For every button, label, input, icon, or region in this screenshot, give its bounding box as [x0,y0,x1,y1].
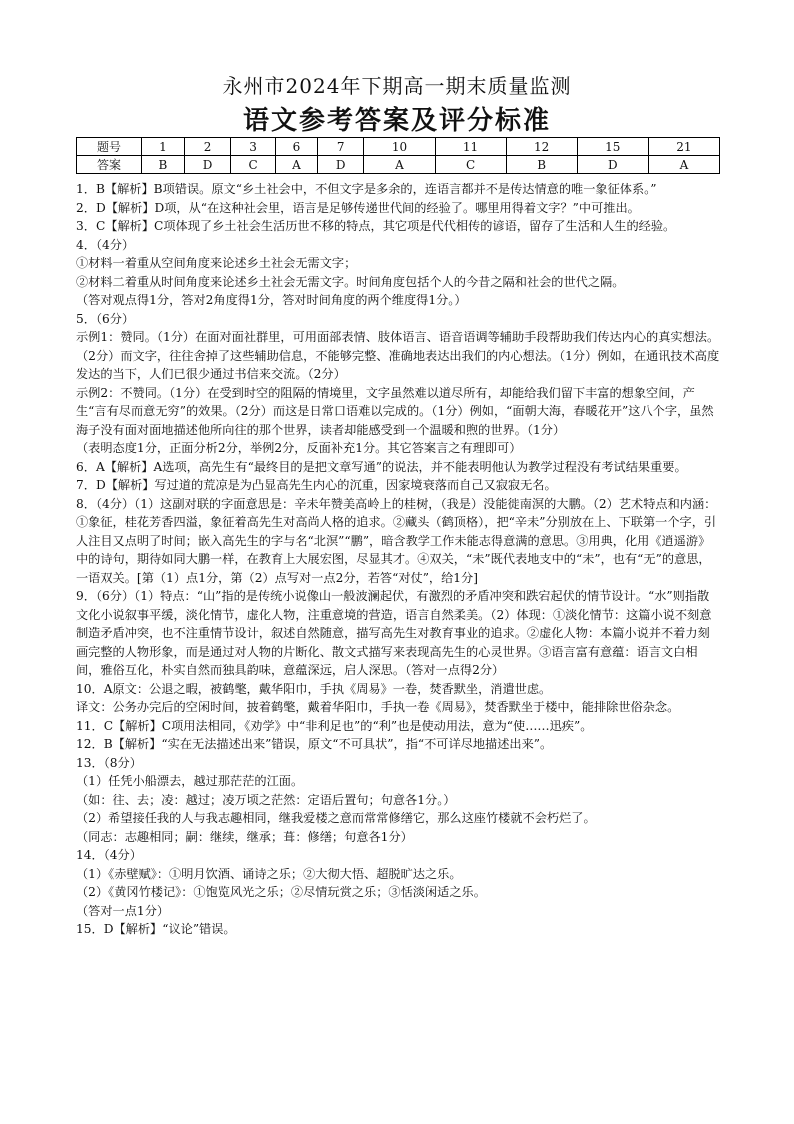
text-line: （如：往、去；凌：越过；凌万顷之茫然：定语后置句；句意各1分。） [76,792,456,807]
text-line: 15．D【解析】“议论”错误。 [76,922,236,936]
text-line: 6．A【解析】A选项，高先生有“最终目的是把文章写通”的说法，并不能表明他认为教学过程没有考试结果重要。 [76,459,687,474]
row-label-number: 题号 [77,138,142,156]
text-line: 1．B【解析】B项错误。原文“乡土社会中，不但文字是多余的，连语言都并不是传达情意的唯一象征体系。” [76,182,657,196]
answer-cell: A [364,156,435,174]
text-line: （1）任凭小船漂去，越过那茫茫的江面。 [76,774,304,788]
question-number-cell: 6 [275,138,317,156]
text-line: （表明态度1分，正面分析2分，举例2分，反面补充1分。其它答案言之有理即可） [76,441,522,455]
answer-cell: C [231,156,275,174]
text-line: 13．（8分） [76,755,142,770]
text-line: 示例1：赞同。（1分）在面对面社群里，可用面部表情、肢体语言、语音语调等辅助手段帮助我们传达内心的真实想法。（2分）而文字，往往舍掉了这些辅助信息，不能够完整、准确地表达出我们的内心想法。（1分）例如，在通讯技术高度发达的当下，人们已很少通过书信来交流。（2分） [76,330,720,381]
answer-cell: B [142,156,185,174]
text-line: 5．（6分） [76,311,135,326]
answer-cell: D [318,156,364,174]
text-line: 14．（4分） [76,848,142,862]
text-line: （答对观点得1分，答对2角度得1分，答对时间角度的两个维度得1分。） [76,293,467,307]
answer-cell: C [435,156,506,174]
question-number-row [77,138,720,156]
question-number-cell: 21 [648,138,719,156]
answer-row [77,156,720,174]
text-line: 7．D【解析】写过道的荒凉是为凸显高先生内心的沉重，因家境衰落而自己又寂寂无名。 [76,478,557,492]
answer-explanations [76,180,720,939]
text-line: 译文：公务办完后的空闲时间，披着鹤氅，戴着华阳巾，手执一卷《周易》，焚香默坐于楼中，能排除世俗杂念。 [76,700,680,714]
answer-key-title: 语文参考答案及评分标准 [242,106,551,136]
text-line: （同志：志趣相同；嗣：继续，继承；葺：修缮；句意各1分） [76,829,413,844]
text-line: （2）希望接任我的人与我志趣相同，继我爱楼之意而常常修缮它，那么这座竹楼就不会朽烂了。 [76,811,596,825]
text-line: 12．B【解析】“实在无法描述出来”错误，原文“不可具状”，指“不可详尽地描述出来”。 [76,737,553,751]
row-label-answer: 答案 [77,156,142,174]
text-line: ②材料二着重从时间角度来论述乡土社会无需文字。时间角度包括个人的今昔之隔和社会的世代之隔。 [76,274,625,289]
text-line: 8．（4分）（1）这副对联的字面意思是：辛未年赞美高岭上的桂树，（我是）没能徙南溟的大鹏。（2）艺术特点和内涵：①象征，桂花芳香四溢，象征着高先生对高尚人格的追求。②藏头（鹤顶格），把“辛未”分别放在上、下联第一个字，引人注目又点明了时间；嵌入高先生的字与名“北溟”“鹏”，暗含教学工作未能志得意满的意思。③用典，化用《逍遥游》中的诗句，期待如同大鹏一样，在教育上大展宏图，尽显其才。④双关，“未”既代表地支中的“未”，也有“无”的意思，一语双关。[第（1）点1分，第（2）点写对一点2分，若答“对仗”，给1分] [76,496,717,585]
text-line: 4．（4分） [76,237,135,252]
text-line: 3．C【解析】C项体现了乡土社会生活历世不移的特点，其它项是代代相传的谚语，留存了生活和人生的经验。 [76,219,676,233]
question-number-cell: 3 [231,138,275,156]
text-line: 9．（6分）（1）特点：“山”指的是传统小说像山一般波澜起伏，有激烈的矛盾冲突和跌宕起伏的情节设计。“水”则指散文化小说叙事平缓，淡化情节，虚化人物，注重意境的营造，语言自然柔美。（2）体现：①淡化情节：这篇小说不刻意制造矛盾冲突，也不注重情节设计，叙述自然随意，描写高先生对教育事业的追求。②虚化人物：本篇小说并不着力刻画完整的人物形象，而是通过对人物的片断化、散文式描写来表现高先生的心灵世界。③语言富有意蕴：语言文白相间，雅俗互化，朴实自然而独具韵味，意蕴深远，启人深思。（答对一点得2分） [76,589,712,677]
question-number-cell: 1 [142,138,185,156]
answer-cell: A [275,156,317,174]
question-number-cell: 10 [364,138,435,156]
text-line: 示例2：不赞同。（1分）在受到时空的阻隔的情境里，文字虽然难以道尽所有，却能给我们留下丰富的想象空间，产生“言有尽而意无穷”的效果。（2分）而这是日常口语难以完成的。（1分）例如，“面朝大海，春暖花开”这八个字，虽然海子没有面对面地描述他所向往的那个世界，读者却能感受到一个温暖和煦的世界。（1分） [76,385,714,437]
question-number-cell: 11 [435,138,506,156]
answer-table [76,137,720,174]
answer-cell: A [648,156,719,174]
question-number-cell: 7 [318,138,364,156]
text-line: 11．C【解析】C项用法相同，《劝学》中“非利足也”的“利”也是使动用法，意为“使……迅疾”。 [76,718,593,733]
text-line: 10．A原文：公退之暇，被鹤氅，戴华阳巾，手执《周易》一卷，焚香默坐，消遣世虑。 [76,681,552,696]
answer-cell: D [184,156,230,174]
text-line: 2．D【解析】D项，从“在这种社会里，语言是足够传递世代间的经验了。哪里用得着文字？”中可推出。 [76,200,640,215]
answer-cell: D [577,156,648,174]
exam-title: 永州市2024年下期高一期末质量监测 [222,74,572,98]
question-number-cell: 12 [506,138,577,156]
text-line: ①材料一着重从空间角度来论述乡土社会无需文字； [76,256,357,270]
question-number-cell: 2 [184,138,230,156]
text-line: （2）《黄冈竹楼记》：①饱览风光之乐；②尽情玩赏之乐；③恬淡闲适之乐。 [76,885,486,899]
text-line: （答对一点1分） [76,903,170,918]
answer-cell: B [506,156,577,174]
question-number-cell: 15 [577,138,648,156]
text-line: （1）《赤壁赋》：①明月饮酒、诵诗之乐；②大彻大悟、超脱旷达之乐。 [76,866,462,881]
